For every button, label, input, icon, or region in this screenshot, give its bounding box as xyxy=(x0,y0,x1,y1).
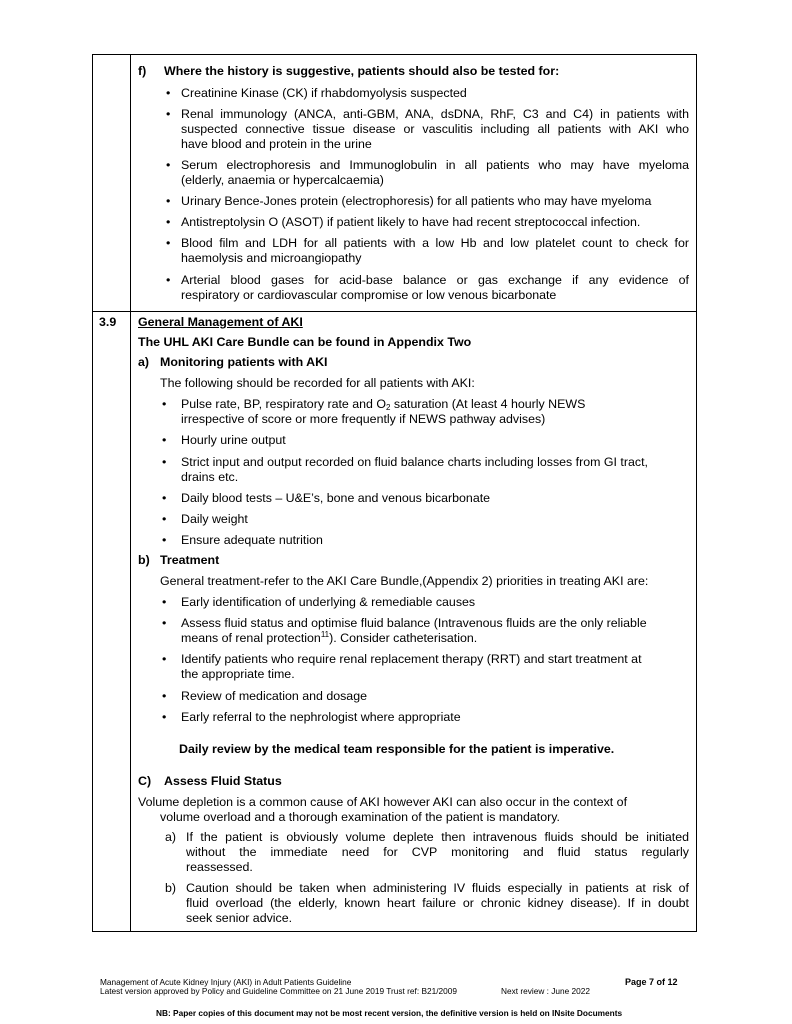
history-test-item xyxy=(181,86,689,101)
history-test-item-line: haemolysis and microangiopathy xyxy=(181,251,362,265)
bullet: • xyxy=(166,194,171,208)
monitoring-item: Hourly urine output xyxy=(181,433,286,447)
bullet: • xyxy=(166,107,171,121)
history-test-item xyxy=(181,107,689,152)
bullet: • xyxy=(162,689,167,703)
treatment-item: Early identification of underlying & remediable causes xyxy=(181,595,476,609)
monitoring-item: Ensure adequate nutrition xyxy=(181,533,323,547)
history-test-item-line: Renal immunology (ANCA, anti-GBM, ANA, dsDNA, RhF, C3 and C4) in patients with xyxy=(181,107,689,121)
fluid-sub-line: reassessed. xyxy=(186,860,253,874)
fluid-sub-b-text xyxy=(186,881,689,926)
monitoring-item-cont: drains etc. xyxy=(181,470,239,484)
monitoring-item-cont: irrespective of score or more frequently if NEWS pathway advises) xyxy=(181,412,546,426)
history-test-item xyxy=(181,215,689,230)
section-subtitle: The UHL AKI Care Bundle can be found in Appendix Two xyxy=(138,335,472,349)
monitoring-item: Pulse rate, BP, respiratory rate and $O_2$ saturation (At least 4 hourly NEWS xyxy=(181,397,586,412)
fluid-status-paragraph-cont: volume overload and a thorough examination of the patient is mandatory. xyxy=(160,810,560,824)
fluid-sub-a-marker: a) xyxy=(165,830,177,844)
bullet: • xyxy=(162,533,167,547)
treatment-item: Early referral to the nephrologist where appropriate xyxy=(181,710,461,724)
fluid-sub-b-marker: b) xyxy=(165,881,177,895)
footer-approval: Latest version approved by Policy and Guideline Committee on 21 June 2019 Trust ref: B21/2009 xyxy=(100,986,457,996)
subsection-a-intro: The following should be recorded for all patients with AKI: xyxy=(160,376,475,390)
subsection-c-marker: C) xyxy=(138,774,152,788)
fluid-sub-line: without the immediate need for CVP monitoring and fluid status regularly xyxy=(186,845,689,859)
fluid-sub-line: Caution should be taken when administering IV fluids especially in patients at risk of xyxy=(186,881,689,895)
history-test-item-line: Creatinine Kinase (CK) if rhabdomyolysis suspected xyxy=(181,86,467,100)
bullet: • xyxy=(162,710,167,724)
footer-nb-notice: NB: Paper copies of this document may not be most recent version, the definitive version is held on INsite Documents xyxy=(156,1008,623,1018)
subsection-c-heading: Assess Fluid Status xyxy=(164,774,282,788)
history-test-item xyxy=(181,236,689,266)
fluid-status-paragraph: Volume depletion is a common cause of AKI however AKI can also occur in the context of xyxy=(138,795,628,809)
bullet: • xyxy=(166,236,171,250)
bullet: • xyxy=(162,491,167,505)
footer-next-review: Next review : June 2022 xyxy=(501,986,591,996)
bullet: • xyxy=(166,273,171,287)
history-test-item-line: suspected connective tissue disease or vasculitis including all patients with AKI who xyxy=(181,122,689,136)
history-test-item xyxy=(181,158,689,188)
subsection-b-heading: Treatment xyxy=(160,553,220,567)
section-f-heading: Where the history is suggestive, patients should also be tested for: xyxy=(164,64,560,78)
subsection-a-marker: a) xyxy=(138,355,150,369)
footer-title: Management of Acute Kidney Injury (AKI) in Adult Patients Guideline xyxy=(100,977,352,987)
bullet: • xyxy=(166,86,171,100)
column-divider xyxy=(130,55,131,931)
treatment-item-cont: means of renal protection$^{11}$). Consider catheterisation. xyxy=(181,630,478,645)
subsection-b-intro: General treatment-refer to the AKI Care Bundle,(Appendix 2) priorities in treating AKI are: xyxy=(160,574,649,588)
treatment-item-cont: the appropriate time. xyxy=(181,667,295,681)
history-test-item-line: Blood film and LDH for all patients with a low Hb and low platelet count to check for xyxy=(181,236,689,250)
bullet: • xyxy=(162,397,167,411)
history-test-item xyxy=(181,273,689,303)
subsection-a-heading: Monitoring patients with AKI xyxy=(160,355,328,369)
treatment-item: Identify patients who require renal replacement therapy (RRT) and start treatment at xyxy=(181,652,642,666)
section-number: 3.9 xyxy=(99,315,117,329)
daily-review-emphasis: Daily review by the medical team responsible for the patient is imperative. xyxy=(179,742,615,756)
footer-page-number: Page 7 of 12 xyxy=(625,977,678,987)
treatment-item: Assess fluid status and optimise fluid balance (Intravenous fluids are the only reliable xyxy=(181,616,647,630)
history-test-item-line: Urinary Bence-Jones protein (electrophoresis) for all patients who may have myeloma xyxy=(181,194,652,208)
treatment-item: Review of medication and dosage xyxy=(181,689,367,703)
row-divider xyxy=(93,311,696,312)
section-title: General Management of AKI xyxy=(138,315,303,329)
fluid-sub-line: seek senior advice. xyxy=(186,911,293,925)
history-test-item-line: (elderly, anaemia or hypercalcaemia) xyxy=(181,173,384,187)
history-test-item-line: respiratory or cardiovascular compromise or low venous bicarbonate xyxy=(181,288,557,302)
section-f-marker: f) xyxy=(138,64,147,78)
history-test-item-line: have blood and protein in the urine xyxy=(181,137,372,151)
history-test-item-line: Antistreptolysin O (ASOT) if patient likely to have had recent streptococcal infection. xyxy=(181,215,641,229)
bullet: • xyxy=(162,512,167,526)
fluid-sub-a-text xyxy=(186,830,689,875)
monitoring-item: Daily blood tests – U&E’s, bone and venous bicarbonate xyxy=(181,491,491,505)
history-test-item-line: Arterial blood gases for acid-base balance or gas exchange if any evidence of xyxy=(181,273,689,287)
bullet: • xyxy=(162,433,167,447)
bullet: • xyxy=(162,455,167,469)
history-test-item-line: Serum electrophoresis and Immunoglobulin in all patients who may have myeloma xyxy=(181,158,689,172)
bullet: • xyxy=(166,158,171,172)
bullet: • xyxy=(166,215,171,229)
history-test-item xyxy=(181,194,689,209)
bullet: • xyxy=(162,595,167,609)
bullet: • xyxy=(162,652,167,666)
fluid-sub-line: If the patient is obviously volume deplete then intravenous fluids should be initiated xyxy=(186,830,689,844)
bullet: • xyxy=(162,616,167,630)
subsection-b-marker: b) xyxy=(138,553,150,567)
monitoring-item: Strict input and output recorded on fluid balance charts including losses from GI tract, xyxy=(181,455,648,469)
fluid-sub-line: fluid overload (the elderly, known heart failure or chronic kidney disease). If in doubt xyxy=(186,896,689,910)
monitoring-item: Daily weight xyxy=(181,512,248,526)
